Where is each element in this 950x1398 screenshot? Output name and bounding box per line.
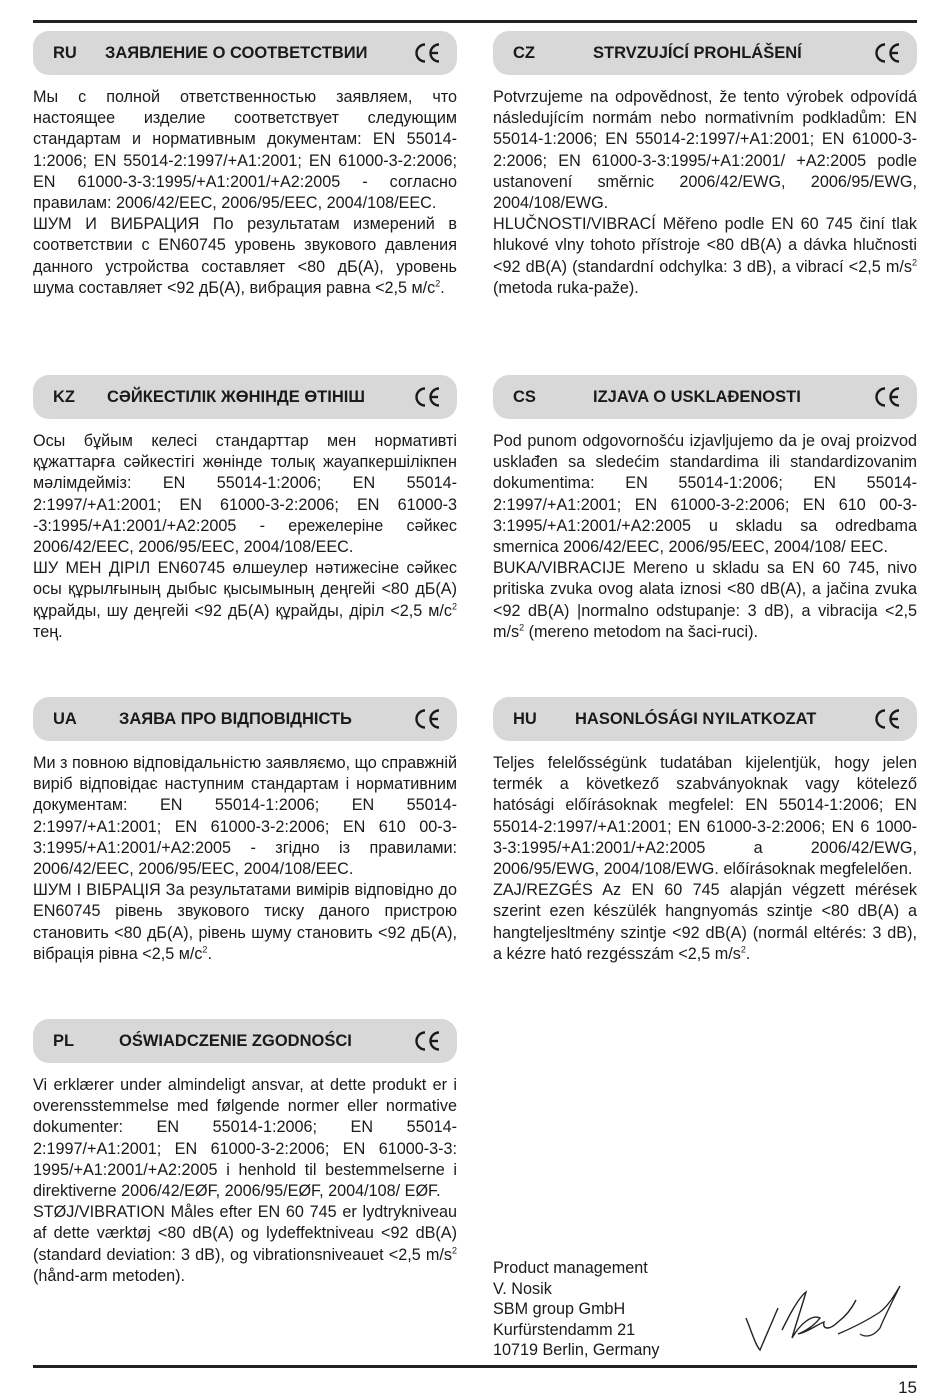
language-code: PL — [53, 1032, 75, 1050]
section-body — [493, 753, 917, 965]
noise-vibration-text: STØJ/VIBRATION Måles efter EN 60 745 er lydtrykniveau af dette værktøj <80 dB(A) og lydeffektniveau <92 dB(A) (standard deviation: 3 dB), og vibrationsniveauet <2,5 $m/s^2$ (hånd-arm metoden). — [33, 1203, 457, 1285]
section-body — [33, 1075, 457, 1287]
section-title: ЗАЯВЛЕНИЕ О СООТВЕТСТВИИ — [105, 44, 368, 62]
section-cs — [493, 375, 917, 643]
noise-vibration-text: ZAJ/REZGÉS Az EN 60 745 alapján végzett mérések szerint ezen készülék hangnyomás szintje <80 dB(A) a hangteljesltmény szintje <92 dB(A) (normál eltérés: 3 dB), a kézre ható rezgésszám <2,5 $m/s^2$. — [493, 881, 917, 963]
section-kz — [33, 375, 457, 643]
handwritten-signature — [742, 1278, 907, 1358]
declaration-text: Мы с полной ответственностью заявляем, что настоящее изделие соответствует следующим стандартам и нормативным документам: EN 55014-1:2006; EN 55014-2:1997/+A1:2001; EN 61000-3-2:2006; EN 61000-3-3:1995/+A1:2001/+A2:2005 - согласно правилам: 2006/42/EEC, 2006/95/EEC, 2004/108/EEC. — [33, 88, 457, 213]
section-title: HASONLÓSÁGI NYILATKOZAT — [575, 710, 817, 728]
section-hu — [493, 697, 917, 965]
declaration-text: Pod punom odgovornošću izjavljujemo da je ovaj proizvod usklađen sa sledećim standardima ili standardizovanim dokumentima: EN 55014-1:2006; EN 55014-2:1997/+A1:2001; EN 61000-3-2:2006; EN 610 00-3-3:1995/+A1:2001/+A2:2005 u skladu sa odredbama smernica 2006/42/EEC, 2006/95/EEC, 2004/108/ EEC. — [493, 432, 917, 557]
ce-mark-icon — [873, 707, 901, 731]
company-street: Kurfürstendamm 21 — [493, 1320, 636, 1339]
language-code: UA — [53, 710, 77, 728]
section-header — [33, 375, 457, 419]
language-code: RU — [53, 44, 77, 62]
page-number: 15 — [898, 1378, 917, 1397]
ce-mark-icon — [413, 41, 441, 65]
language-code: HU — [513, 710, 537, 728]
declaration-text: Teljes felelősségünk tudatában kijelentjük, hogy jelen termék a következő szabványoknak vagy kötelező hatósági előírásoknak megfelel: EN 55014-1:2006; EN 55014-2:1997/+A1:2001; EN 61000-3-2:2006; EN 6 1000-3-3:1995/+A1:2001/+A2:2005 a 2006/42/EWG, 2006/95/EWG, 2004/108/EWG. előírásoknak megfelelően. — [493, 754, 917, 879]
noise-vibration-text: ШУ МЕН ДІРІЛ EN60745 өлшеулер нәтижесіне сәйкес осы құрылғының дыбыс қысымының деңгейі <80 дБ(A) құрайды, шу деңгейі <92 дБ(A) құрайды, діріл <2,5 $м/с^2$ тең. — [33, 559, 457, 641]
signature-name: V. Nosik — [493, 1279, 552, 1298]
section-body — [33, 753, 457, 965]
section-header — [33, 31, 457, 75]
company-name: SBM group GmbH — [493, 1300, 626, 1318]
section-body — [493, 87, 917, 299]
language-code: CS — [513, 388, 536, 406]
signature-block — [493, 1258, 659, 1361]
section-body — [33, 87, 457, 299]
section-header — [33, 697, 457, 741]
noise-vibration-text: BUKA/VIBRACIJE Mereno u skladu sa EN 60 745, nivo pritiska zvuka ovog alata iznosi <80 dB(A), a jačina zvuka <92 dB(A) |normalno odstupanje: 3 dB), a vibracija <2,5 $m/s^2$ (mereno metodom na šaci-ruci). — [493, 559, 917, 641]
company-city: 10719 Berlin, Germany — [493, 1341, 660, 1359]
top-rule — [33, 20, 917, 23]
section-title: OŚWIADCZENIE ZGODNOŚCI — [119, 1032, 352, 1050]
noise-vibration-text: ШУМ І ВІБРАЦІЯ За результатами вимірів відповідно до EN60745 рівень звукового тиску даного пристрою становить <80 дБ(A), рівень шуму становить <92 дБ(A), вібрація рівна <2,5 $м/с^2$. — [33, 881, 457, 963]
section-title: СӘЙКЕСТІЛІК ЖӨНІНДЕ ӨТІНІШ — [107, 388, 365, 406]
section-ru — [33, 31, 457, 299]
section-header — [493, 697, 917, 741]
declaration-text: Ми з повною відповідальністю заявляємо, що справжній виріб відповідає наступним стандартам і нормативним документам: EN 55014-1:2006; EN 55014-2:1997/+A1:2001; EN 61000-3-2:2006; EN 610 00-3-3:1995/+A1:2001/+A2:2005 - згідно із правилами: 2006/42/EEC, 2006/95/EEC, 2004/108/EEC. — [33, 754, 457, 879]
signature-role: Product management — [493, 1259, 648, 1277]
noise-vibration-text: ШУМ И ВИБРАЦИЯ По результатам измерений в соответствии с EN60745 уровень звукового давления данного устройства составляет <80 дБ(A), уровень шума составляет <92 дБ(A), вибрация равна <2,5 $м/с^2$. — [33, 215, 457, 297]
declaration-text: Potvrzujeme na odpovědnost, že tento výrobek odpovídá následujícím normám nebo normativním podkladům: EN 55014-1:2006; EN 55014-2:1997/+A1:2001; EN 61000-3-2:2006; EN 61000-3-3:1995/+A1:2001/ +A2:2005 podle ustanovení směrnic 2006/42/EWG, 2006/95/EWG, 2004/108/EWG. — [493, 88, 917, 213]
section-header — [493, 375, 917, 419]
section-title: STRVZUJÍCÍ PROHLÁŠENÍ — [593, 44, 802, 62]
section-header — [33, 1019, 457, 1063]
language-code: KZ — [53, 388, 75, 406]
ce-mark-icon — [873, 385, 901, 409]
section-body — [493, 431, 917, 643]
declaration-text: Vi erklærer under almindeligt ansvar, at dette produkt er i overensstemmelse med følgende normer eller normative dokumenter: EN 55014-1:2006; EN 55014-2:1997/+A1:2001; EN 61000-3-2:2006; EN 61000-3-3: 1995/+A1:2001/+A2:2005 i henhold til bestemmelserne i direktiverne 2006/42/EØF, 2006/95/EØF, 2004/108/ EØF. — [33, 1076, 457, 1201]
noise-vibration-text: HLUČNOSTI/VIBRACÍ Měřeno podle EN 60 745 činí tlak hlukové vlny tohoto přístroje <80 dB(A) a dávka hlučnosti <92 dB(A) (standardní odchylka: 3 dB), a vibrací <2,5 $m/s^2$ (metoda ruka-paže). — [493, 215, 917, 297]
section-title: ЗАЯВА ПРО ВІДПОВІДНІСТЬ — [119, 710, 352, 728]
section-title: IZJAVA O USKLAĐENOSTI — [593, 388, 801, 406]
section-header — [493, 31, 917, 75]
language-code: CZ — [513, 44, 535, 62]
ce-mark-icon — [413, 707, 441, 731]
declaration-text: Осы бұйым келесі стандарттар мен нормативті құжаттарға сәйкестігі жөнінде толық жауапкершілікпен мәлімдейміз: EN 55014-1:2006; EN 55014-2:1997/+A1:2001; EN 61000-3-2:2006; EN 61000-3 -3:1995/+A1:2001/+A2:2005 - ережелеріне сәйкес 2006/42/EEC, 2006/95/EEC, 2004/108/EEC. — [33, 432, 457, 557]
section-body — [33, 431, 457, 643]
section-cz — [493, 31, 917, 299]
ce-mark-icon — [873, 41, 901, 65]
ce-mark-icon — [413, 385, 441, 409]
bottom-rule — [33, 1365, 917, 1368]
section-pl — [33, 1019, 457, 1287]
section-ua — [33, 697, 457, 965]
ce-mark-icon — [413, 1029, 441, 1053]
